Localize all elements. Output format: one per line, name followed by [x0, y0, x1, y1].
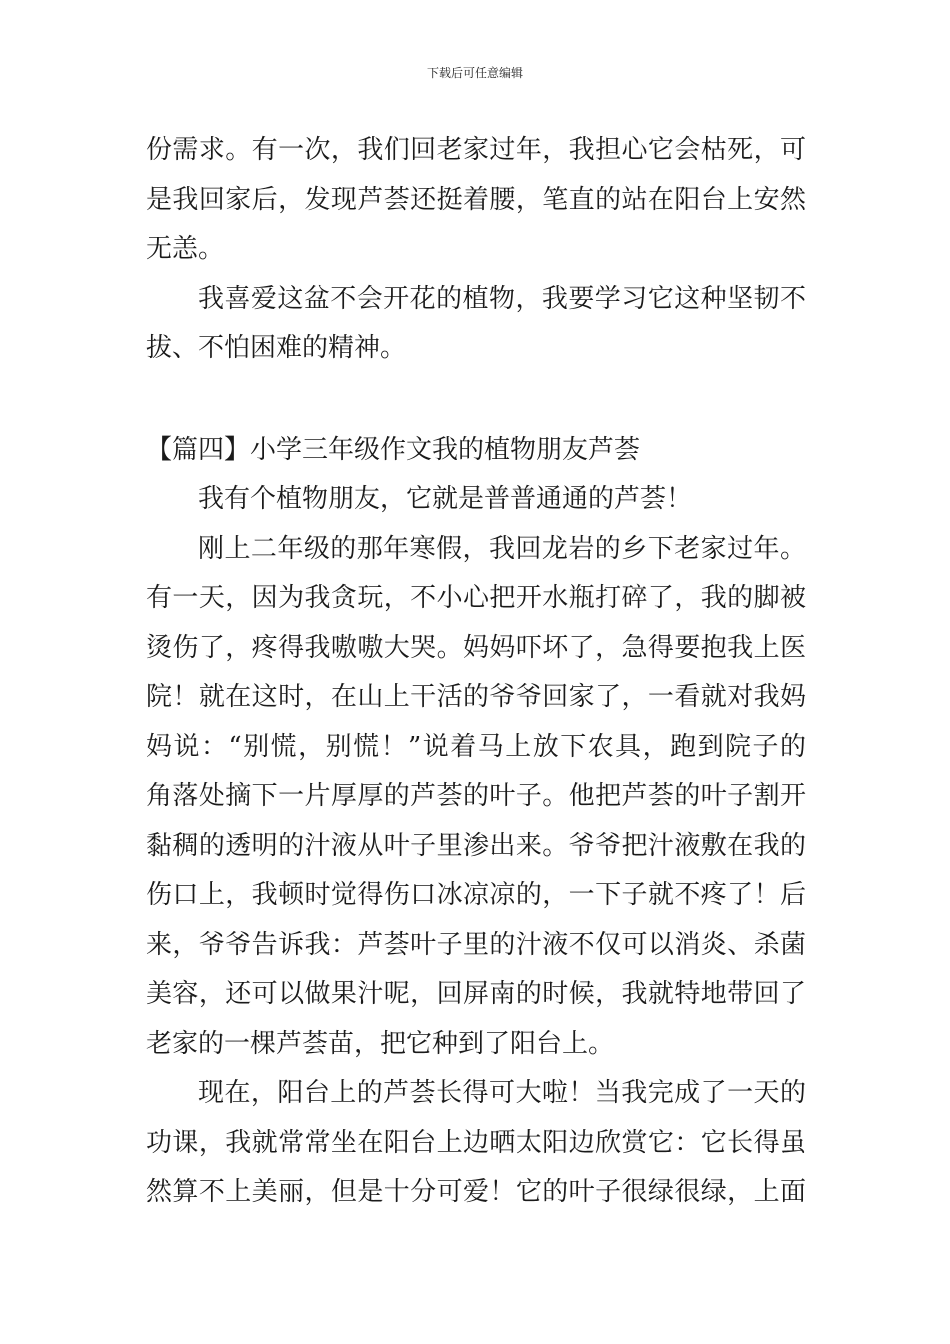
- document-body: [146, 126, 806, 1218]
- text-line: 份需求。有一次，我们回老家过年，我担心它会枯死，可: [146, 135, 806, 165]
- text-line: 无恙。: [146, 234, 225, 264]
- heading-text: 【篇四】小学三年级作文我的植物朋友芦荟: [146, 434, 641, 465]
- page-header: 下载后可任意编辑: [426, 66, 523, 80]
- paragraph: [146, 525, 806, 1070]
- text-line: 黏稠的透明的汁液从叶子里渗出来。爷爷把汁液敷在我的: [146, 830, 806, 861]
- text-line: 我喜爱这盆不会开花的植物，我要学习它这种坚韧不: [198, 283, 806, 314]
- text-line: 伤口上，我顿时觉得伤口冰凉凉的，一下子就不疼了！后: [146, 880, 806, 910]
- text-line: 我有个植物朋友，它就是普普通通的芦荟！: [198, 484, 693, 514]
- text-line: 功课，我就常常坐在阳台上边晒太阳边欣赏它：它长得虽: [146, 1127, 806, 1158]
- paragraph: [146, 275, 806, 374]
- text-line: 美容，还可以做果汁呢，回屏南的时候，我就特地带回了: [146, 979, 806, 1009]
- section-heading: [146, 426, 806, 476]
- section-gap: [146, 374, 806, 426]
- paragraph: [146, 126, 806, 275]
- text-line: 是我回家后，发现芦荟还挺着腰，笔直的站在阳台上安然: [146, 184, 806, 215]
- paragraph: [146, 475, 806, 525]
- text-line: 妈说：“别慌，别慌！”说着马上放下农具，跑到院子的: [146, 731, 806, 762]
- text-line: 拔、不怕困难的精神。: [146, 333, 407, 363]
- text-line: 现在，阳台上的芦荟长得可大啦！当我完成了一天的: [198, 1078, 806, 1108]
- text-line: 老家的一棵芦荟苗，把它种到了阳台上。: [146, 1028, 615, 1059]
- paragraph: [146, 1069, 806, 1218]
- text-line: 然算不上美丽，但是十分可爱！它的叶子很绿很绿，上面: [146, 1177, 806, 1207]
- text-line: 有一天，因为我贪玩，不小心把开水瓶打碎了，我的脚被: [146, 583, 806, 613]
- text-line: 刚上二年级的那年寒假，我回龙岩的乡下老家过年。: [198, 533, 806, 564]
- text-line: 角落处摘下一片厚厚的芦荟的叶子。他把芦荟的叶子割开: [146, 781, 806, 811]
- text-line: 院！就在这时，在山上干活的爷爷回家了，一看就对我妈: [146, 682, 806, 712]
- text-line: 烫伤了，疼得我嗷嗷大哭。妈妈吓坏了，急得要抱我上医: [146, 632, 806, 663]
- text-line: 来，爷爷告诉我：芦荟叶子里的汁液不仅可以消炎、杀菌: [146, 929, 806, 960]
